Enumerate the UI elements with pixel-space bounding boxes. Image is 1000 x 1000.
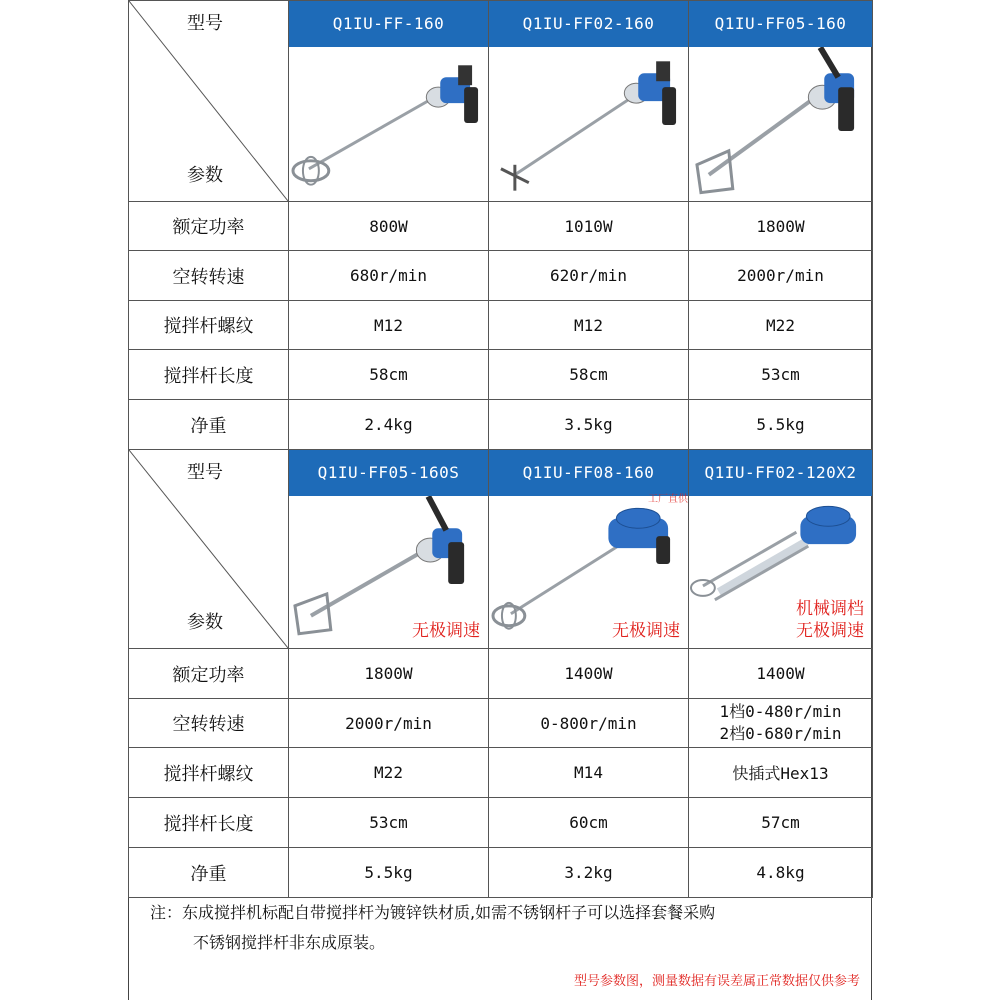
- model-name: Q1IU-FF02-160: [489, 1, 688, 47]
- diagonal-header-cell: [129, 450, 289, 649]
- watermark: 工厂直供: [648, 494, 688, 505]
- thread-value: M12: [289, 301, 489, 350]
- product-cell: [289, 1, 489, 202]
- thread-value: M22: [289, 748, 489, 798]
- model-label: 型号: [187, 13, 223, 34]
- weight-value: 5.5kg: [289, 848, 489, 898]
- power-value: 1400W: [489, 649, 689, 699]
- speed-control-tag: 无极调速: [612, 621, 680, 641]
- length-value: 58cm: [489, 350, 689, 400]
- row-label-speed: 空转转速: [129, 251, 289, 301]
- model-name: Q1IU-FF-160: [289, 1, 488, 47]
- power-value: 1800W: [289, 649, 489, 699]
- weight-value: 4.8kg: [689, 848, 873, 898]
- gear-1-speed: 1档0-480r/min: [719, 702, 842, 721]
- length-value: 60cm: [489, 798, 689, 848]
- row-label-weight: 净重: [129, 848, 289, 898]
- disclaimer: 型号参数图，测量数据有误差属正常数据仅供参考: [573, 974, 860, 989]
- stepless-speed-label: 无极调速: [796, 621, 864, 641]
- weight-value: 5.5kg: [689, 400, 873, 450]
- mixer-image: [289, 47, 488, 199]
- thread-value: M22: [689, 301, 873, 350]
- footnote: [150, 898, 870, 958]
- row-label-length: 搅拌杆长度: [129, 350, 289, 400]
- diagonal-header-cell: [129, 1, 289, 202]
- length-value: 53cm: [689, 350, 873, 400]
- length-value: 53cm: [289, 798, 489, 848]
- power-value: 800W: [289, 202, 489, 251]
- spec-table-1: [128, 0, 873, 450]
- speed-value: 620r/min: [489, 251, 689, 301]
- row-label-speed: 空转转速: [129, 699, 289, 748]
- power-value: 1400W: [689, 649, 873, 699]
- speed-value: [689, 699, 873, 748]
- mixer-image: [489, 47, 688, 199]
- speed-value: 2000r/min: [689, 251, 873, 301]
- spec-table-2: [128, 449, 873, 898]
- product-cell: [489, 450, 689, 649]
- product-cell: [289, 450, 489, 649]
- row-label-thread: 搅拌杆螺纹: [129, 301, 289, 350]
- mixer-image: [489, 496, 688, 648]
- model-label: 型号: [187, 462, 223, 483]
- length-value: 58cm: [289, 350, 489, 400]
- row-label-length: 搅拌杆长度: [129, 798, 289, 848]
- mechanical-gear-label: 机械调档: [796, 599, 864, 619]
- gear-2-speed: 2档0-680r/min: [719, 724, 842, 743]
- params-label: 参数: [187, 165, 223, 186]
- weight-value: 3.5kg: [489, 400, 689, 450]
- mixer-image: [689, 47, 872, 199]
- row-label-power: 额定功率: [129, 649, 289, 699]
- mixer-image: [289, 496, 488, 648]
- length-value: 57cm: [689, 798, 873, 848]
- row-label-weight: 净重: [129, 400, 289, 450]
- speed-value: 2000r/min: [289, 699, 489, 748]
- model-name: Q1IU-FF02-120X2: [689, 450, 872, 496]
- thread-value: M12: [489, 301, 689, 350]
- weight-value: 2.4kg: [289, 400, 489, 450]
- speed-control-tag: [796, 598, 864, 642]
- thread-value: M14: [489, 748, 689, 798]
- power-value: 1800W: [689, 202, 873, 251]
- product-cell: [689, 1, 873, 202]
- model-name: Q1IU-FF08-160: [489, 450, 688, 496]
- params-label: 参数: [187, 612, 223, 633]
- mixer-image: [689, 496, 872, 648]
- power-value: 1010W: [489, 202, 689, 251]
- speed-value: 0-800r/min: [489, 699, 689, 748]
- footnote-line-2: 不锈钢搅拌杆非东成原装。: [193, 933, 386, 952]
- footnote-line-1: 注：东成搅拌机标配自带搅拌杆为镀锌铁材质,如需不锈钢杆子可以选择套餐采购: [150, 903, 716, 922]
- row-label-power: 额定功率: [129, 202, 289, 251]
- product-cell: [489, 1, 689, 202]
- speed-control-tag: 无极调速: [412, 621, 480, 641]
- model-name: Q1IU-FF05-160: [689, 1, 872, 47]
- row-label-thread: 搅拌杆螺纹: [129, 748, 289, 798]
- model-name: Q1IU-FF05-160S: [289, 450, 488, 496]
- thread-value: 快插式Hex13: [689, 748, 873, 798]
- product-cell: [689, 450, 873, 649]
- speed-value: 680r/min: [289, 251, 489, 301]
- weight-value: 3.2kg: [489, 848, 689, 898]
